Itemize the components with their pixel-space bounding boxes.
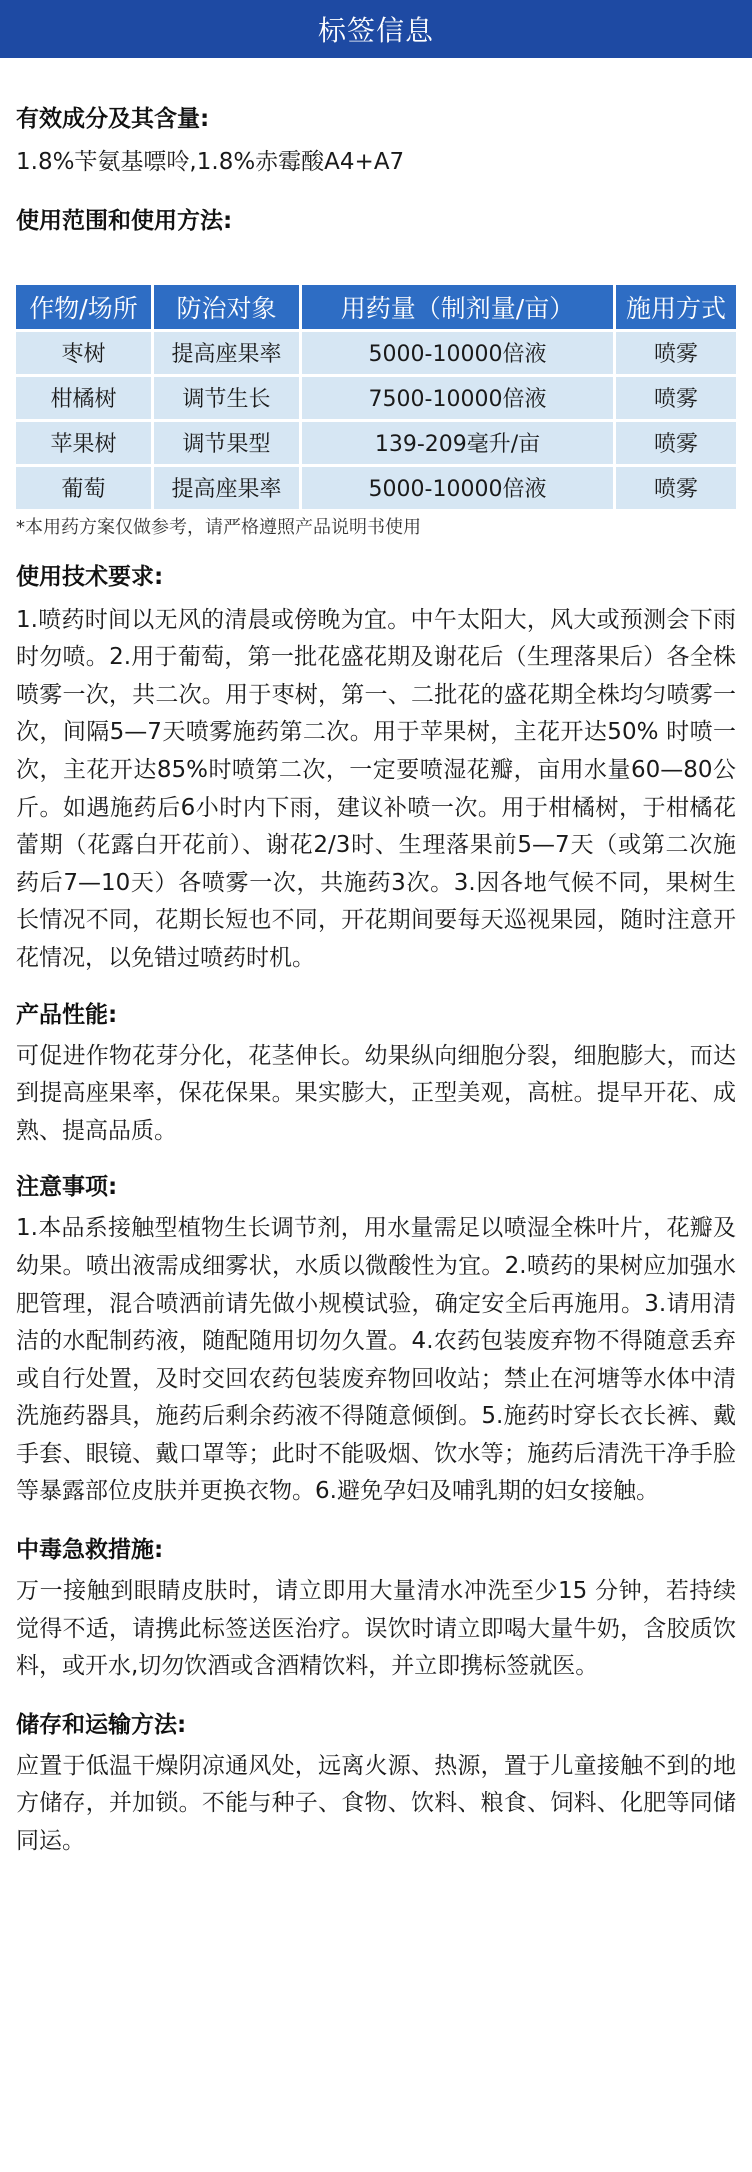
table-header-row xyxy=(16,285,736,329)
table-cell: 枣树 xyxy=(16,332,151,374)
usage-table xyxy=(13,282,739,512)
usage-title: 使用范围和使用方法: xyxy=(16,207,233,234)
technique-body: 1.喷药时间以无风的清晨或傍晚为宜。中午太阳大，风大或预测会下雨时勿喷。2.用于葡萄，第一批花盛花期及谢花后（生理落果后）各全株喷雾一次，共二次。用于枣树，第一、二批花的盛花期全株均匀喷雾一次，间隔5—7天喷雾施药第二次。用于苹果树，主花开达50% 时喷一次，主花开达85%时喷第二次，一定要喷湿花瓣，亩用水量60—80公斤。如遇施药后6小时内下雨，建议补喷一次。用于柑橘树，于柑橘花蕾期（花露白开花前）、谢花2/3时、生理落果前5—7天（或第二次施药后7—10天）各喷雾一次，共施药3次。3.因各地气候不同，果树生长情况不同，花期长短也不同，开花期间要每天巡视果园，随时注意开花情况，以免错过喷药时机。 xyxy=(16,606,736,971)
table-cell: 喷雾 xyxy=(616,467,736,509)
column-header-method: 施用方式 xyxy=(616,285,736,329)
precautions-body: 1.本品系接触型植物生长调节剂，用水量需足以喷湿全株叶片，花瓣及幼果。喷出液需成细雾状，水质以微酸性为宜。2.喷药的果树应加强水肥管理，混合喷洒前请先做小规模试验，确定安全后再施用。3.请用清洁的水配制药液，随配随用切勿久置。4.农药包装废弃物不得随意丢弃或自行处置，及时交回农药包装废弃物回收站；禁止在河塘等水体中清洗施药器具，施药后剩余药液不得随意倾倒。5.施药时穿长衣长裤、戴手套、眼镜、戴口罩等；此时不能吸烟、饮水等；施药后清洗干净手脸等暴露部位皮肤并更换衣物。6.避免孕妇及哺乳期的妇女接触。 xyxy=(16,1215,736,1505)
table-cell: 5000-10000倍液 xyxy=(302,467,613,509)
first-aid-title: 中毒急救措施: xyxy=(16,1537,164,1564)
table-cell: 柑橘树 xyxy=(16,377,151,419)
ingredients-section xyxy=(0,58,752,182)
table-cell: 葡萄 xyxy=(16,467,151,509)
table-cell: 喷雾 xyxy=(616,422,736,464)
table-cell: 提高座果率 xyxy=(154,332,299,374)
ingredients-body: 1.8%苄氨基嘌呤,1.8%赤霉酸A4+A7 xyxy=(16,149,405,175)
table-cell: 7500-10000倍液 xyxy=(302,377,613,419)
table-note: *本用药方案仅做参考，请严格遵照产品说明书使用 xyxy=(16,516,421,538)
precautions-title: 注意事项: xyxy=(16,1174,118,1201)
column-header-crop: 作物/场所 xyxy=(16,285,151,329)
storage-title: 储存和运输方法: xyxy=(16,1711,187,1738)
performance-section xyxy=(0,978,752,1151)
storage-section xyxy=(0,1686,752,1861)
usage-table-wrap xyxy=(16,282,736,512)
performance-title: 产品性能: xyxy=(16,1001,118,1028)
table-cell: 提高座果率 xyxy=(154,467,299,509)
page-header xyxy=(0,0,752,58)
first-aid-body: 万一接触到眼睛皮肤时，请立即用大量清水冲洗至少15 分钟，若持续觉得不适，请携此标签送医治疗。误饮时请立即喝大量牛奶，含胶质饮料，或开水,切勿饮酒或含酒精饮料，并立即携标签就医。 xyxy=(16,1578,736,1680)
technique-section xyxy=(0,540,752,978)
precautions-section xyxy=(0,1150,752,1511)
table-cell: 139-209毫升/亩 xyxy=(302,422,613,464)
table-cell: 喷雾 xyxy=(616,332,736,374)
table-cell: 调节生长 xyxy=(154,377,299,419)
performance-body: 可促进作物花芽分化，花茎伸长。幼果纵向细胞分裂，细胞膨大，而达到提高座果率，保花保果。果实膨大，正型美观，高桩。提早开花、成熟、提高品质。 xyxy=(16,1042,736,1144)
table-cell: 喷雾 xyxy=(616,377,736,419)
table-row xyxy=(16,467,736,509)
technique-title: 使用技术要求: xyxy=(16,563,164,590)
table-row xyxy=(16,422,736,464)
column-header-target: 防治对象 xyxy=(154,285,299,329)
first-aid-section xyxy=(0,1511,752,1686)
table-row xyxy=(16,332,736,374)
column-header-dosage: 用药量（制剂量/亩） xyxy=(302,285,613,329)
table-cell: 5000-10000倍液 xyxy=(302,332,613,374)
table-row xyxy=(16,377,736,419)
table-cell: 苹果树 xyxy=(16,422,151,464)
usage-section xyxy=(0,182,752,238)
ingredients-title: 有效成分及其含量: xyxy=(16,106,210,132)
storage-body: 应置于低温干燥阴凉通风处，远离火源、热源，置于儿童接触不到的地方储存，并加锁。不能与种子、食物、饮料、粮食、饲料、化肥等同储同运。 xyxy=(16,1752,736,1855)
page-title: 标签信息 xyxy=(317,14,434,47)
table-cell: 调节果型 xyxy=(154,422,299,464)
